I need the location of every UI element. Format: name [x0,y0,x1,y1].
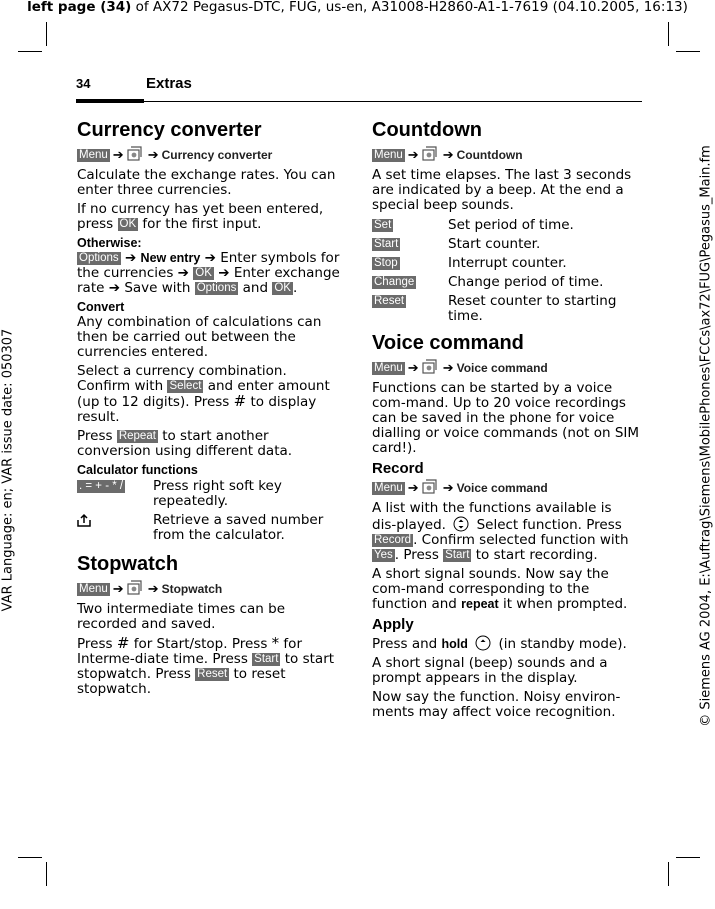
crop-mark [46,22,47,46]
right-column [372,118,640,724]
arrow-icon: ➔ [407,480,419,495]
side-note-language: VAR Language: en; VAR issue date: 050307 [0,328,16,612]
arrow-icon: ➔ [124,250,137,266]
menu-key: Menu [374,149,403,161]
table-cell: Reset counter to starting time. [448,293,617,324]
table-row [372,236,640,255]
extras-icon [422,359,440,375]
voice-command-heading: Voice command [372,332,524,354]
header-rule [76,101,642,102]
repeat-word: repeat [461,597,499,611]
arrow-icon: ➔ [442,360,454,375]
crop-mark [18,857,42,858]
text: Enter symbols for the currencies [77,250,340,281]
yes-key: Yes [374,549,393,561]
calculator-functions-label: Calculator functions [77,463,198,477]
menu-key: Menu [79,583,108,595]
calculator-functions-table [77,478,343,546]
text: and [242,280,269,296]
table-cell [77,512,153,546]
text: A short signal sounds. Now say the com-mand corresponding to the function and [372,566,609,612]
options-key: Options [196,282,237,294]
crop-mark [668,22,669,46]
text: Press [77,636,117,652]
table-row [372,274,640,293]
table-cell: Interrupt counter. [448,255,567,271]
record-menu-path [372,479,640,497]
text: for the first input. [138,216,262,232]
countdown-path-item: Countdown [456,148,523,162]
extras-icon [422,479,440,495]
table-cell: Start counter. [448,236,541,252]
currency-path-item: Currency converter [161,148,273,162]
crop-mark [676,857,700,858]
hash-key-icon: # [233,392,247,410]
crop-mark [46,862,47,886]
arrow-icon: ➔ [147,581,159,596]
arrow-icon: ➔ [112,147,124,162]
currency-first-input [77,202,343,232]
calc-keys: . = + - * / [79,480,124,492]
extras-icon [127,146,145,162]
start-key: Start [374,238,399,250]
text: Enter exchange rate [77,265,340,296]
repeat-text [77,429,343,459]
text: Select function. Press [472,517,622,533]
hash-key-icon: # [116,634,130,652]
convert-text: Any combination of calculations can then be carried out between the currencies entered. [77,314,322,360]
arrow-icon: ➔ [407,360,419,375]
table-cell: Press right soft key repeatedly. [153,478,282,509]
text: Save with [124,280,191,296]
voice-command-menu-path [372,359,640,377]
ok-key: OK [119,218,137,230]
menu-key: Menu [374,362,403,374]
record-prompt [372,567,640,612]
voice-command-intro: Functions can be started by a voice com-mand. Up to 20 voice recordings can be saved in the phone for voice dialling or voice commands (not on SIM card!). [372,380,640,456]
table-cell [372,236,448,255]
menu-key: Menu [374,482,403,494]
arrow-icon: ➔ [177,265,189,281]
stopwatch-menu-path [77,580,343,598]
countdown-functions-table [372,217,640,327]
table-row [372,217,640,236]
text: for Interme-diate time. Press [77,636,302,667]
apply-step [372,635,640,652]
arrow-icon: ➔ [147,147,159,162]
print-header-page: left page (34) [27,0,132,15]
arrow-icon: ➔ [204,250,216,266]
record-key: Record [374,534,412,546]
table-cell: Retrieve a saved number from the calculator. [153,512,324,543]
menu-key: Menu [79,149,108,161]
text: Press and [372,636,442,652]
table-cell: Set period of time. [448,217,574,233]
start-key: Start [445,549,470,561]
left-column [77,118,343,701]
start-key: Start [254,653,279,665]
record-heading: Record [372,460,424,477]
repeat-key: Repeat [118,430,156,442]
table-row [77,512,343,546]
table-cell [372,255,448,274]
ok-key: OK [274,282,291,294]
page-number: 34 [76,76,91,91]
table-cell [372,274,448,293]
stopwatch-steps [77,636,343,697]
navigation-key-updown-icon [453,516,469,532]
text: . Press [394,547,444,563]
countdown-menu-path [372,146,640,164]
convert-steps [77,364,343,425]
text: Press [77,428,117,444]
apply-signal: A short signal (beep) sounds and a prompt appears in the display. [372,655,608,686]
text: and enter amount (up to 12 digits). Press [77,378,330,410]
change-key: Change [374,276,415,288]
table-cell [372,293,448,327]
text: A list with the functions available is dis-played. [372,500,612,533]
text: If no currency has yet been entered, press [77,201,324,232]
voice-command-path-item: Voice command [456,361,548,375]
record-steps [372,501,640,563]
arrow-icon: ➔ [112,581,124,596]
currency-intro: Calculate the exchange rates. You can enter three currencies. [77,167,336,198]
text: to start another conversion using different data. [77,428,293,459]
text: for Start/stop. Press [129,636,272,652]
text: it when prompted. [498,596,628,612]
table-cell [77,478,153,512]
text: to reset stopwatch. [77,666,286,697]
stopwatch-heading: Stopwatch [77,553,179,575]
record-path-item: Voice command [456,481,548,495]
table-cell [372,217,448,236]
arrow-icon: ➔ [442,480,454,495]
ok-key: OK [195,267,212,279]
text: to start recording. [471,547,598,563]
crop-mark [668,862,669,886]
text: to display result. [77,394,317,425]
retrieve-number-icon [77,513,91,527]
text: . Confirm selected function with [413,532,629,548]
navigation-key-up-icon [475,635,491,651]
arrow-icon: ➔ [108,280,121,296]
crop-mark [18,51,42,52]
print-header-info: of AX72 Pegasus-DTC, FUG, us-en, A31008-H2860-A1-1-7619 (04.10.2005, 16:13) [131,0,688,15]
side-note-copyright: © Siemens AG 2004, E:\Auftrag\Siemens\MobilePhones\FCCs\ax72\FUG\Pegasus_Main.fm [698,145,714,727]
countdown-intro: A set time elapses. The last 3 seconds are indicated by a beep. At the end a special beep sounds. [372,167,632,213]
currency-menu-path [77,146,343,164]
convert-label: Convert [77,300,125,314]
apply-say: Now say the function. Noisy environ-ments may affect voice recognition. [372,689,621,720]
stopwatch-intro: Two intermediate times can be recorded and saved. [77,601,286,632]
table-cell: Change period of time. [448,274,604,290]
text: Select a currency combination. Confirm with [77,363,287,394]
countdown-heading: Countdown [372,119,482,141]
apply-heading: Apply [372,616,414,633]
text: (in standby mode). [494,636,627,652]
otherwise-label: Otherwise: [77,236,142,250]
options-key: Options [79,252,119,264]
crop-mark [676,51,700,52]
currency-otherwise-steps: Options ➔ New entry ➔ Enter symbols for the currencies ➔ OK ➔ Enter exchange rate ➔ Save with Options and OK . [77,250,340,296]
stop-key: Stop [374,257,398,269]
extras-icon [127,580,145,596]
arrow-icon: ➔ [218,265,230,281]
table-row [77,478,343,512]
hold-word: hold [441,637,468,651]
page-title: Extras [146,75,192,92]
star-key-icon: * [271,634,280,652]
extras-icon [422,146,440,162]
arrow-icon: ➔ [442,147,454,162]
set-key: Set [374,219,392,231]
reset-key: Reset [374,295,405,307]
new-entry-item: New entry [140,251,201,265]
print-header [0,0,715,15]
stopwatch-path-item: Stopwatch [161,582,223,596]
arrow-icon: ➔ [407,147,419,162]
reset-key: Reset [197,668,228,680]
table-row [372,293,640,327]
text: to start stopwatch. Press [77,651,335,682]
select-key: Select [169,380,202,392]
table-row [372,255,640,274]
currency-heading: Currency converter [77,119,262,141]
